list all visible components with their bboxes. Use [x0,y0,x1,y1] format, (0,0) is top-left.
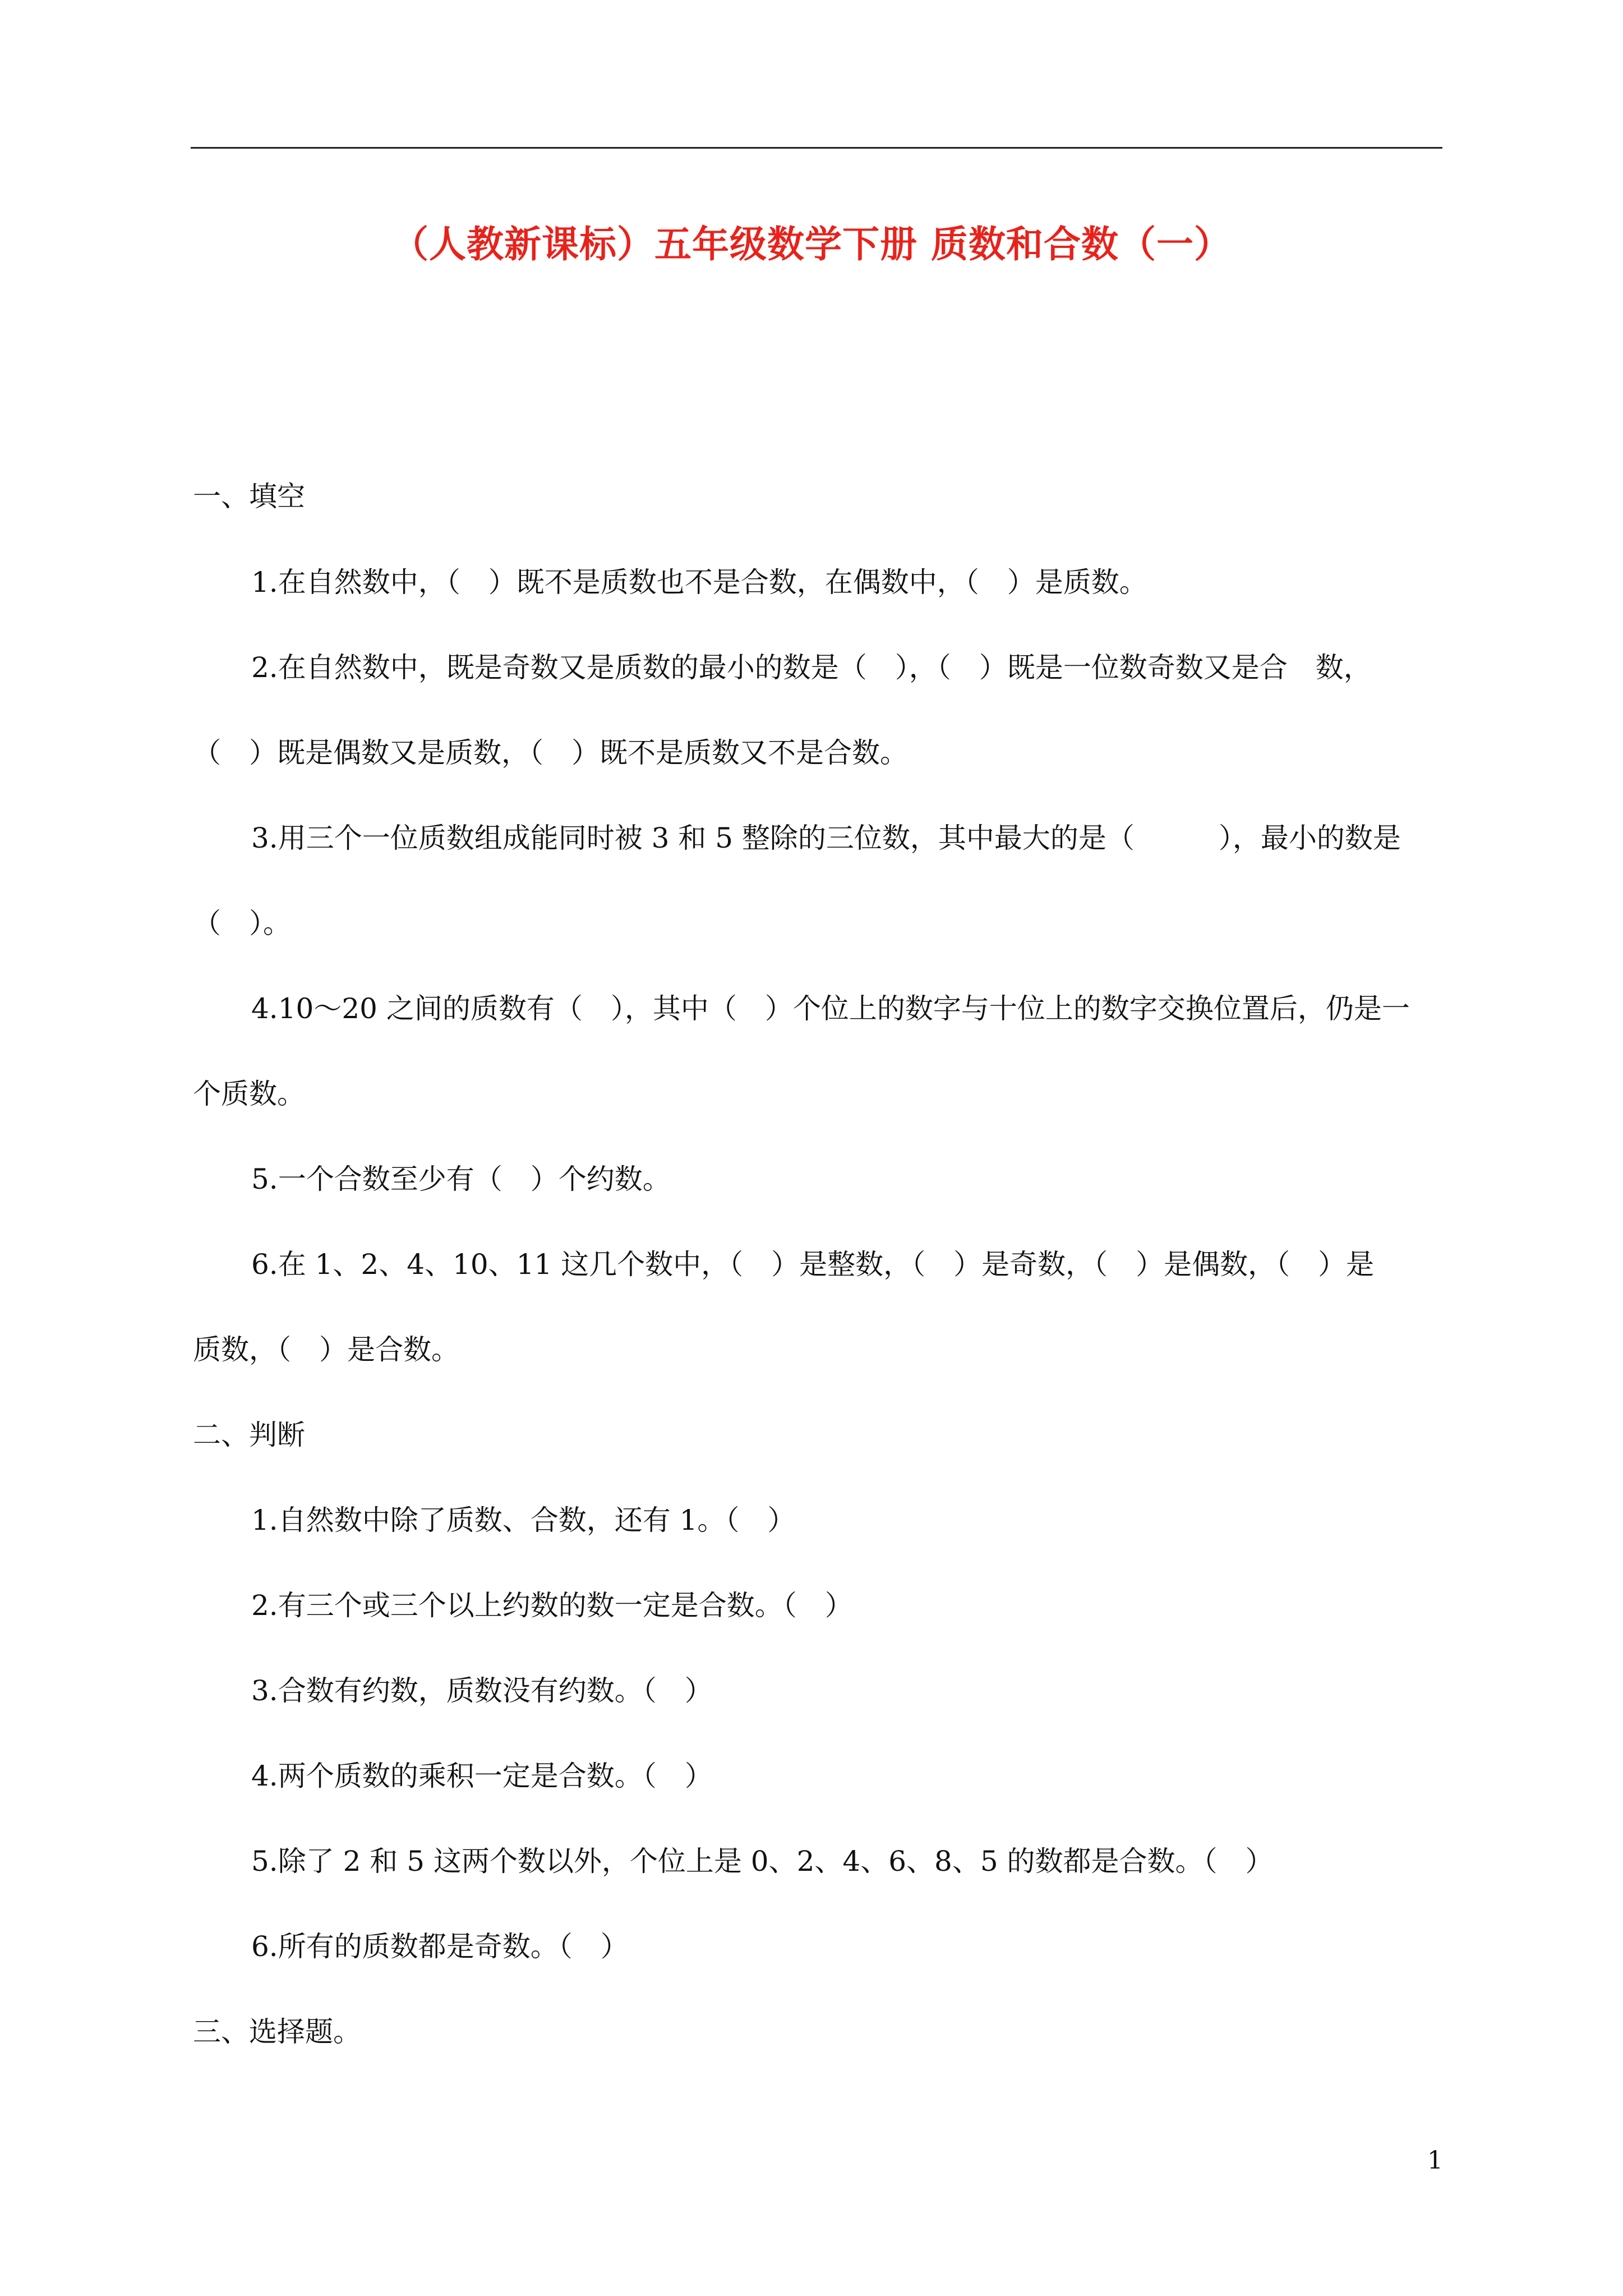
section-heading-judge: 二、判断 [193,1419,305,1451]
page-number: 1 [1427,2146,1443,2175]
judge-question-4: 4.两个质数的乘积一定是合数。（ ） [251,1760,713,1792]
fill-question-2-continued: （ ）既是偶数又是质数，（ ）既不是质数又不是合数。 [193,737,908,769]
fill-question-1: 1.在自然数中，（ ）既不是质数也不是合数，在偶数中，（ ）是质数。 [251,566,1147,599]
section-heading-choice: 三、选择题。 [193,2016,361,2048]
fill-question-2: 2.在自然数中，既是奇数又是质数的最小的数是（ ），（ ）既是一位数奇数又是合 数， [251,651,1372,684]
judge-question-2: 2.有三个或三个以上约数的数一定是合数。（ ） [251,1589,853,1622]
judge-question-6: 6.所有的质数都是奇数。（ ） [251,1930,629,1963]
fill-question-3-continued: （ ）。 [193,907,291,940]
fill-question-5: 5.一个合数至少有（ ）个约数。 [251,1163,671,1195]
fill-question-6: 6.在 1、2、4、10、11 这几个数中，（ ）是整数，（ ）是奇数，（ ）是偶数，（ ）是 [251,1248,1375,1281]
judge-question-1: 1.自然数中除了质数、合数，还有 1。（ ） [251,1504,796,1536]
judge-question-5: 5.除了 2 和 5 这两个数以外，个位上是 0、2、4、6、8、5 的数都是合数。（ ） [251,1845,1274,1878]
document-title: （人教新课标）五年级数学下册 质数和合数（一） [391,222,1232,266]
fill-question-4: 4.10～20 之间的质数有（ ），其中（ ）个位上的数字与十位上的数字交换位置后，仍是一 [251,992,1410,1025]
judge-question-3: 3.合数有约数，质数没有约数。（ ） [251,1674,713,1707]
section-heading-fill-in: 一、填空 [193,480,305,513]
fill-question-4-continued: 个质数。 [193,1078,305,1110]
fill-question-3: 3.用三个一位质数组成能同时被 3 和 5 整除的三位数，其中最大的是（ ），最小的数是 [251,822,1401,854]
fill-question-6-continued: 质数，（ ）是合数。 [193,1333,459,1366]
header-rule [191,147,1442,149]
